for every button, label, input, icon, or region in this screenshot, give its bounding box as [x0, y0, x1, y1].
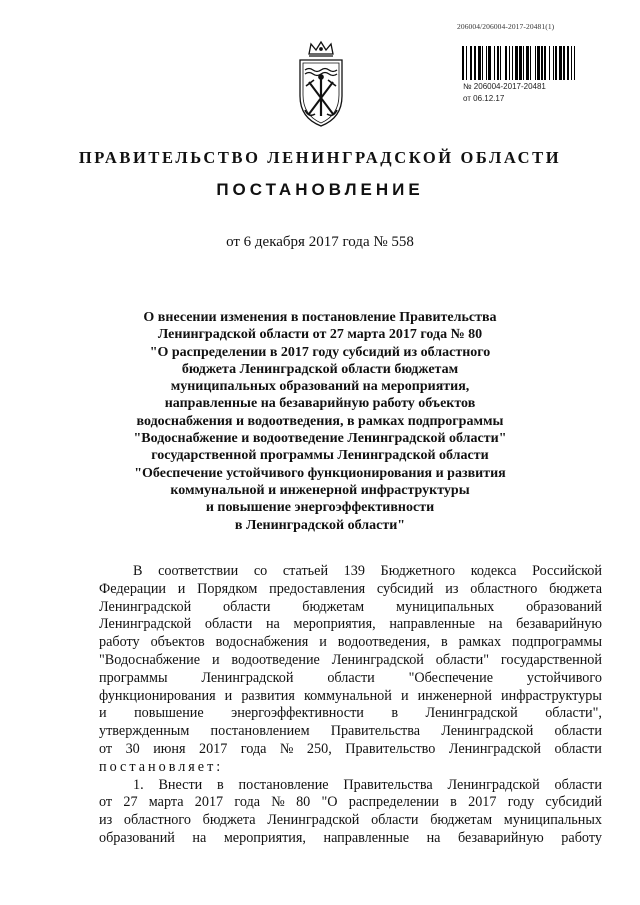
body-word: области — [554, 776, 602, 793]
body-word: областного — [470, 580, 538, 597]
body-word: объектов — [150, 634, 205, 651]
body-word: муниципальных — [396, 598, 495, 615]
title-line: О внесении изменения в постановление Правительства — [143, 310, 497, 325]
body-word: Ленинградской — [331, 651, 424, 668]
body-line — [99, 599, 602, 617]
issuing-authority: ПРАВИТЕЛЬСТВО ЛЕНИНГРАДСКОЙ ОБЛАСТИ — [78, 148, 562, 167]
body-word: устойчивого — [526, 669, 602, 686]
body-word: "Водоснабжение — [99, 651, 201, 668]
body-word: субсидий — [545, 794, 602, 811]
registration-date: от 06.12.17 — [463, 94, 505, 103]
body-word: направленные — [389, 616, 475, 633]
body-word: работу — [99, 634, 140, 651]
body-word: Ленинградской — [99, 598, 192, 615]
body-word: 2017 — [194, 794, 224, 811]
body-word: года — [234, 794, 261, 811]
body-word: Ленинградской — [447, 776, 540, 793]
body-word: Ленинградской — [201, 669, 294, 686]
body-word: и — [400, 687, 409, 704]
body-word: области" — [435, 651, 489, 668]
body-word: соответствии — [158, 563, 239, 579]
body-word: энергоэффективности — [231, 705, 364, 722]
body-word: кодекса — [470, 563, 517, 579]
body-word: направленные — [323, 829, 410, 846]
body-word: инженерной — [417, 687, 492, 704]
body-word: на — [192, 829, 207, 846]
body-word: водоотведения, — [337, 634, 430, 651]
body-word: и — [224, 687, 233, 704]
body-line — [99, 652, 602, 670]
body-word: на — [426, 829, 441, 846]
body-word: Внести — [158, 776, 203, 793]
body-word: и — [211, 651, 220, 668]
body-word: области — [554, 740, 602, 757]
title-line: "О распределении в 2017 году субсидий из областного — [149, 344, 491, 360]
body-line — [99, 777, 602, 795]
barcode — [462, 46, 622, 80]
body-word: Ленинградской — [267, 812, 360, 829]
title-line: "Водоснабжение и водоотведение Ленинградской области" — [133, 431, 507, 447]
body-line — [99, 634, 602, 652]
body-word: мероприятия, — [293, 616, 376, 633]
body-word: Порядком — [197, 580, 258, 597]
document-type: ПОСТАНОВЛЕНИЕ — [216, 180, 424, 199]
body-word: В — [133, 563, 143, 579]
body-line — [99, 741, 602, 759]
body-word: года — [240, 740, 267, 757]
body-word: инфраструктуры — [501, 687, 602, 704]
body-word: Ленинградской — [99, 616, 192, 633]
body-word: 1. — [133, 776, 144, 793]
registration-number: № 206004-2017-20481 — [463, 82, 546, 91]
body-word: повышение — [134, 705, 204, 722]
body-word: Федерации — [99, 580, 167, 597]
body-word: в — [217, 776, 224, 793]
body-word: марта — [148, 794, 184, 811]
title-line: бюджета Ленинградской области бюджетам — [181, 361, 459, 377]
body-word: статьей — [282, 563, 329, 579]
body-word: 80 — [296, 794, 311, 811]
body-word: и — [177, 580, 186, 597]
barcode-bar — [575, 46, 579, 80]
body-word: программы — [99, 669, 168, 686]
body-word: работу — [561, 829, 602, 846]
body-word: из — [445, 580, 459, 597]
document-date-line: от 6 декабря 2017 года № 558 — [226, 234, 414, 250]
title-line: государственной программы Ленинградской области — [151, 448, 489, 464]
title-line: направленные на безаварийную работу объектов — [164, 396, 476, 412]
body-word: со — [253, 563, 268, 579]
body-word: подпрограммы — [512, 634, 602, 651]
body-word: из — [99, 812, 113, 829]
body-word: области — [223, 598, 271, 615]
body-word: 27 — [123, 794, 138, 811]
body-word: области", — [545, 705, 602, 722]
body-line — [99, 794, 602, 812]
body-word: безаварийную — [458, 829, 544, 846]
body-word: от — [99, 794, 113, 811]
body-word: области — [554, 723, 602, 740]
body-line — [99, 688, 602, 706]
body-word: 2017 — [468, 794, 497, 811]
title-line: водоснабжения и водоотведения, в рамках подпрограммы — [136, 413, 504, 429]
body-word: муниципальных — [503, 812, 602, 829]
body-word: бюджетам — [430, 812, 493, 829]
body-line — [99, 812, 602, 830]
body-word: от — [99, 740, 113, 757]
body-word: государственной — [500, 651, 602, 668]
body-word: и — [319, 634, 327, 651]
body-word: водоотведение — [231, 651, 320, 668]
coat-of-arms-icon — [292, 40, 350, 128]
body-word: "Обеспечение — [408, 669, 494, 686]
body-word: постановляет: — [99, 758, 224, 775]
body-word: утвержденным — [99, 723, 190, 740]
body-word: на — [488, 616, 503, 633]
body-word: образований — [99, 829, 175, 846]
body-word: 2017 — [198, 740, 228, 757]
body-word: Правительства — [343, 776, 433, 793]
body-word: 30 — [125, 740, 140, 757]
title-line: "Обеспечение устойчивого функционирования и развития — [134, 465, 506, 481]
body-word: Правительства — [330, 723, 421, 740]
body-word: постановление — [238, 776, 329, 793]
body-word: бюджета — [549, 580, 602, 597]
body-word: постановлением — [210, 723, 310, 740]
body-word: коммунальной — [303, 687, 392, 704]
body-word: рамках — [458, 634, 502, 651]
title-line: в Ленинградской области" — [234, 517, 406, 533]
body-word: 250, — [306, 740, 332, 757]
body-word: области — [371, 812, 419, 829]
body-word: бюджетам — [302, 598, 365, 615]
body-word: Правительство — [345, 740, 436, 757]
body-word: году — [507, 794, 535, 811]
body-word: Ленинградской — [441, 723, 534, 740]
document-tracking-code: 206004/206004-2017-20481(1) — [457, 22, 555, 31]
body-line — [99, 616, 602, 634]
body-word: субсидий — [376, 580, 434, 597]
body-word: Ленинградской — [448, 740, 542, 757]
body-line — [99, 581, 602, 599]
body-word: и — [99, 705, 107, 722]
body-word: Российской — [532, 563, 602, 579]
body-word: предоставления — [269, 580, 366, 597]
body-word: в — [440, 634, 448, 651]
body-word: распределении — [348, 794, 439, 811]
title-line: и повышение энергоэффективности — [205, 500, 435, 516]
body-word: № — [271, 794, 285, 811]
document-title — [120, 309, 520, 534]
body-word: № — [279, 740, 294, 757]
body-line — [99, 670, 602, 688]
body-word: на — [265, 616, 280, 633]
body-word: 139 — [343, 563, 365, 579]
title-line: коммунальной и инженерной инфраструктуры — [170, 482, 470, 498]
body-word: водоснабжения — [215, 634, 309, 651]
body-word: области — [327, 669, 375, 686]
body-word: безаварийную — [516, 616, 602, 633]
body-word: области — [204, 616, 253, 633]
title-line: Ленинградской области от 27 марта 2017 года № 80 — [157, 327, 483, 343]
body-word: "О — [321, 794, 338, 811]
title-line: муниципальных образований на мероприятия, — [170, 379, 470, 395]
body-word: бюджета — [202, 812, 256, 829]
body-word: Ленинградской — [425, 705, 518, 722]
body-line — [99, 830, 602, 848]
body-word: в — [450, 794, 457, 811]
body-word: развития — [241, 687, 295, 704]
body-word: областного — [123, 812, 191, 829]
body-line — [99, 705, 602, 723]
body-word: Бюджетного — [380, 563, 456, 579]
body-word: в — [391, 705, 399, 722]
body-line — [99, 563, 602, 581]
body-line — [99, 723, 602, 741]
body-word: июня — [153, 740, 186, 757]
body-word: функционирования — [99, 687, 216, 704]
document-body — [99, 563, 602, 848]
body-line — [99, 759, 602, 777]
body-word: образований — [526, 598, 602, 615]
body-word: мероприятия, — [223, 829, 306, 846]
